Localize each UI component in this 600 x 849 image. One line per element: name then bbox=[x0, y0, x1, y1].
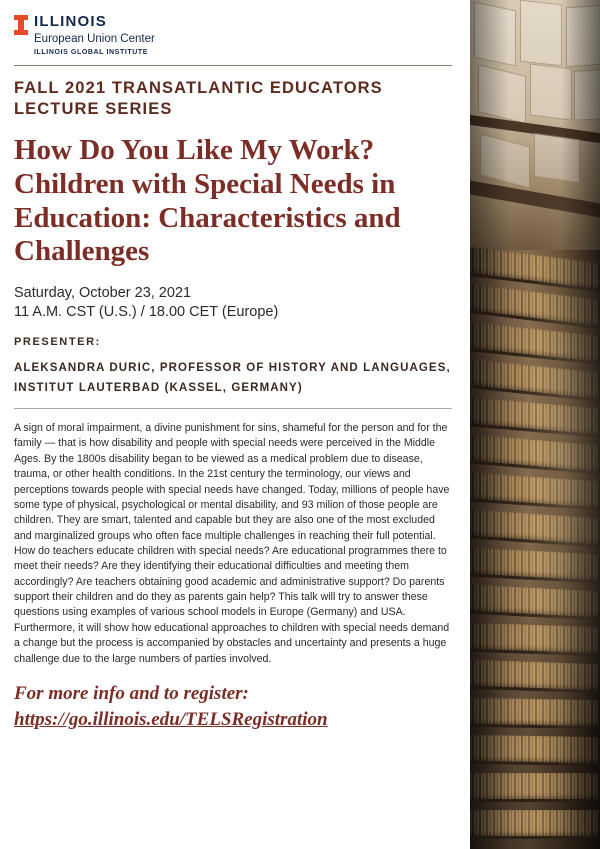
illinois-block-i-icon bbox=[14, 15, 28, 35]
event-date: Saturday, October 23, 2021 bbox=[14, 284, 192, 301]
series-title: FALL 2021 TRANSATLANTIC EDUCATORS LECTURE SERIES bbox=[14, 78, 383, 118]
divider-abstract bbox=[14, 408, 452, 409]
abstract-text: A sign of moral impairment, a divine punishment for sins, shameful for the person and for the family — that is how disability and people with special needs were perceived in the Middle Ages. By the 1800s disability began to be viewed as a medical problem due to disease, trauma, or other health conditions. In the 21st century the terminology, our views and perceptions towards people with special needs have changed. Today, millions of people have some type of physical, psychological or mental disability, and 93 milion of those people are children. They are smart, talented and capable but they are also one of the most excluded and marginalized groups who often face multiple challenges in reaching their full potential. How do teachers educate children with special needs? Are educational programmes there to meet their needs? Are they identifying their educational difficulties and meeting them accordingly? Are teachers obtaining good academic and administrative support? Do parents support their children and do they as parents gain help? This talk will try to answer these questions using examples of various school models in Europe (Germany) and USA. Furthermore, it will show how educational approaches to children with special needs demand a change but the process is accompanied by obstacles and uncertainty and presents a huge challenge due to the large numbers of parties involved. bbox=[14, 422, 450, 665]
library-photo bbox=[470, 0, 600, 849]
registration-link[interactable]: https://go.illinois.edu/TELSRegistration bbox=[14, 708, 328, 730]
logo-wordmark: ILLINOIS bbox=[34, 13, 107, 30]
illinois-logo bbox=[14, 14, 452, 57]
event-time: 11 A.M. CST (U.S.) / 18.00 CET (Europe) bbox=[14, 303, 279, 320]
logo-unit-name: European Union Center bbox=[34, 32, 155, 45]
logo-institute-name: ILLINOIS GLOBAL INSTITUTE bbox=[34, 48, 149, 56]
logo-text bbox=[34, 14, 155, 57]
presenter-label: PRESENTER: bbox=[14, 335, 101, 348]
divider-top bbox=[14, 65, 452, 66]
register-headline: For more info and to register: bbox=[14, 682, 249, 704]
presenter-name: ALEKSANDRA DURIC, PROFESSOR OF HISTORY AND LANGUAGES, INSTITUT LAUTERBAD (KASSEL, GERMANY) bbox=[14, 361, 451, 394]
page-title: How Do You Like My Work? Children with Special Needs in Education: Characteristics and Challenges bbox=[14, 134, 401, 268]
